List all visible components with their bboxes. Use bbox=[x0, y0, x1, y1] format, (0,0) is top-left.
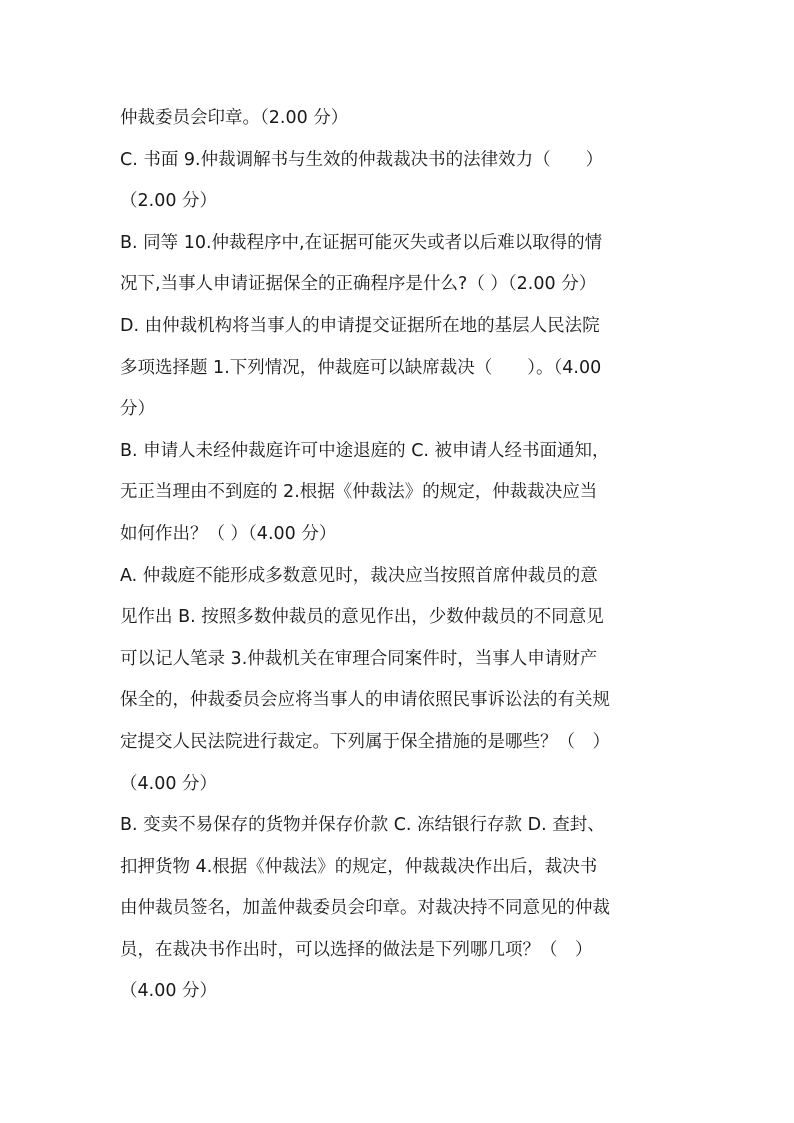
text-line: 仲裁委员会印章。（2.00 分） bbox=[120, 108, 349, 128]
text-line: （4.00 分） bbox=[120, 773, 218, 794]
text-line: 如何作出？（ ）（4.00 分） bbox=[120, 523, 337, 544]
text-line: 无正当理由不到庭的 2.根据《仲裁法》的规定，仲裁裁决应当 bbox=[120, 482, 598, 503]
text-line: 定提交人民法院进行裁定。下列属于保全措施的是哪些？（ ） bbox=[120, 731, 610, 752]
text-line: 多项选择题 1.下列情况，仲裁庭可以缺席裁决（ ）。（4.00 bbox=[120, 357, 602, 378]
text-line: C. 书面 9.仲裁调解书与生效的仲裁裁决书的法律效力（ ） bbox=[120, 149, 604, 170]
text-line: B. 变卖不易保存的货物并保存价款 C. 冻结银行存款 D. 查封、 bbox=[120, 815, 605, 836]
text-line: 可以记人笔录 3.仲裁机关在审理合同案件时，当事人申请财产 bbox=[120, 648, 598, 669]
document-body bbox=[120, 98, 680, 1013]
text-line: A. 仲裁庭不能形成多数意见时，裁决应当按照首席仲裁员的意 bbox=[120, 565, 598, 586]
text-line: D. 由仲裁机构将当事人的申请提交证据所在地的基层人民法院 bbox=[120, 315, 600, 336]
text-line: 保全的，仲裁委员会应将当事人的申请依照民事诉讼法的有关规 bbox=[120, 690, 610, 711]
text-line: 由仲裁员签名，加盖仲裁委员会印章。对裁决持不同意见的仲裁 bbox=[120, 898, 610, 919]
text-line: B. 申请人未经仲裁庭许可中途退庭的 C. 被申请人经书面通知， bbox=[120, 440, 610, 461]
text-line: B. 同等 10.仲裁程序中,在证据可能灭失或者以后难以取得的情 bbox=[120, 232, 603, 253]
text-line: 员，在裁决书作出时，可以选择的做法是下列哪几项？（ ） bbox=[120, 939, 593, 960]
text-line: （4.00 分） bbox=[120, 981, 218, 1002]
text-line: 见作出 B. 按照多数仲裁员的意见作出，少数仲裁员的不同意见 bbox=[120, 607, 604, 628]
text-line: 扣押货物 4.根据《仲裁法》的规定，仲裁裁决作出后，裁决书 bbox=[120, 856, 598, 877]
text-line: 况下,当事人申请证据保全的正确程序是什么?（ ）（2.00 分） bbox=[120, 274, 597, 295]
text-line: 分） bbox=[120, 399, 155, 420]
text-line: （2.00 分） bbox=[120, 191, 218, 212]
